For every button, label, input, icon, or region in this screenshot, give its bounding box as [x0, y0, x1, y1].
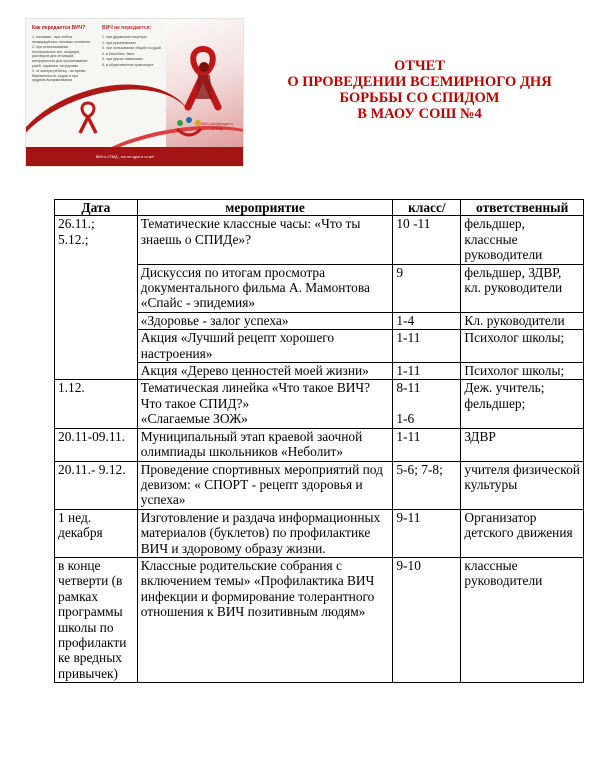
activity-cell: Тематические классные часы: «Что ты знаешь о СПИДе»? — [137, 216, 393, 264]
grade-cell: 9-11 — [393, 509, 461, 557]
table-row — [55, 264, 584, 312]
table-row — [55, 380, 584, 428]
table-row — [55, 461, 584, 509]
grade-cell: 1-11 — [393, 363, 461, 380]
grade-cell: 8-11 1-6 — [393, 380, 461, 428]
header-activity: мероприятие — [137, 200, 393, 216]
grade-cell: 1-11 — [393, 330, 461, 363]
small-ribbon-icon — [74, 99, 102, 135]
table-row — [55, 557, 584, 682]
banner-right-item: 2. при рукопожатиях — [102, 40, 136, 45]
responsible-cell: Психолог школы; — [461, 330, 584, 363]
responsible-cell: фельдшер, ЗДВР, кл. руководители — [461, 264, 584, 312]
date-cell — [55, 264, 138, 312]
table-row — [55, 428, 584, 461]
activity-cell: Муниципальный этап краевой заочной олимпиады школьников «Неболит» — [137, 428, 393, 461]
grade-cell: 5-6; 7-8; — [393, 461, 461, 509]
table-header-row — [55, 200, 584, 216]
activity-cell: Изготовление и раздача информационных материалов (буклетов) по профилактике ВИЧ и здоровому образу жизни. — [137, 509, 393, 557]
grade-cell: 9 — [393, 264, 461, 312]
responsible-cell: классные руководители — [461, 557, 584, 682]
banner-right-title: ВИЧ не передается: — [102, 25, 152, 31]
banner-left-title: Как передается ВИЧ? — [32, 25, 86, 31]
grade-cell: 1-11 — [393, 428, 461, 461]
responsible-cell: Кл. руководители — [461, 312, 584, 329]
table-row — [55, 363, 584, 380]
activity-cell: Проведение спортивных мероприятий под девизом: « СПОРТ - рецепт здоровья и успеха» — [137, 461, 393, 509]
banner-emblem-caption: ВИЧ-инфекция и СПИД — [201, 121, 233, 131]
hiv-awareness-banner — [25, 18, 244, 167]
heading-line: ОТЧЕТ — [394, 58, 445, 74]
responsible-cell: Деж. учитель; фельдшер; — [461, 380, 584, 428]
responsible-cell: Организатор детского движения — [461, 509, 584, 557]
banner-left-item: 3. от матери ребенку - во время беременности, родов и при грудном вскармливании — [32, 69, 86, 83]
activity-cell: Акция «Лучший рецепт хорошего настроения» — [137, 330, 393, 363]
banner-right-item: 4. в бассейне, бане — [102, 51, 135, 56]
heading-line: БОРЬБЫ СО СПИДОМ — [339, 90, 500, 106]
header-responsible: ответственный — [461, 200, 584, 216]
date-cell: 26.11.; 5.12.; — [55, 216, 138, 264]
responsible-cell: фельдшер, классные руководители — [461, 216, 584, 264]
activity-cell: Тематическая линейка «Что такое ВИЧ? Что такое СПИД?» «Слагаемые ЗОЖ» — [137, 380, 393, 428]
responsible-cell: учителя физической культуры — [461, 461, 584, 509]
heading-line: В МАОУ СОШ №4 — [357, 106, 482, 122]
grade-cell: 9-10 — [393, 557, 461, 682]
banner-right-item: 5. при укусах насекомых — [102, 57, 143, 62]
date-cell — [55, 312, 138, 329]
table-row — [55, 509, 584, 557]
activity-cell: «Здоровье - залог успеха» — [137, 312, 393, 329]
report-heading — [252, 58, 587, 122]
date-cell: 20.11.- 9.12. — [55, 461, 138, 509]
heading-line: О ПРОВЕДЕНИИ ВСЕМИРНОГО ДНЯ — [287, 74, 552, 90]
banner-right-item: 3. при пользовании общей посудой — [102, 46, 161, 51]
activity-cell: Дискуссия по итогам просмотра документального фильма А. Мамонтова «Спайс - эпидемия» — [137, 264, 393, 312]
events-table — [54, 199, 584, 683]
date-cell — [55, 330, 138, 363]
person-figure-icon — [184, 59, 224, 109]
header-date: Дата — [55, 200, 138, 216]
banner-right-item: 1. при дружеских поцелуях — [102, 35, 147, 39]
header-grade: класс/ — [393, 200, 461, 216]
table-row — [55, 216, 584, 264]
table-row — [55, 312, 584, 329]
banner-right-item: 6. в общественном транспорте — [102, 62, 154, 67]
date-cell: 20.11-09.11. — [55, 428, 138, 461]
date-cell: 1.12. — [55, 380, 138, 428]
table-row — [55, 330, 584, 363]
date-cell: в конце четверти (в рамках программы школы по профилакти ке вредных привычек) — [55, 557, 138, 682]
banner-right-list — [102, 35, 162, 69]
activity-cell: Классные родительские собрания с включением темы» «Профилактика ВИЧ инфекции и формирование толерантного отношения к ВИЧ позитивным людям» — [137, 557, 393, 682]
banner-left-list — [32, 35, 92, 84]
banner-left-item: 2. при использовании нестерильных игл, шприцев, растворов для инъекций, инструментов для прокалывания ушей, пирсинга, татуировки — [32, 45, 88, 68]
responsible-cell: ЗДВР — [461, 428, 584, 461]
activity-cell: Акция «Дерево ценностей моей жизни» — [137, 363, 393, 380]
responsible-cell: Психолог школы; — [461, 363, 584, 380]
grade-cell: 10 -11 — [393, 216, 461, 264]
grade-cell: 1-4 — [393, 312, 461, 329]
date-cell: 1 нед. декабря — [55, 509, 138, 557]
banner-left-item: 1. половым - при любых незащищённых половых контактах — [32, 35, 91, 44]
banner-bottom-text: ВИЧ и СПИД - это не одно и то же! — [96, 155, 155, 159]
date-cell — [55, 363, 138, 380]
